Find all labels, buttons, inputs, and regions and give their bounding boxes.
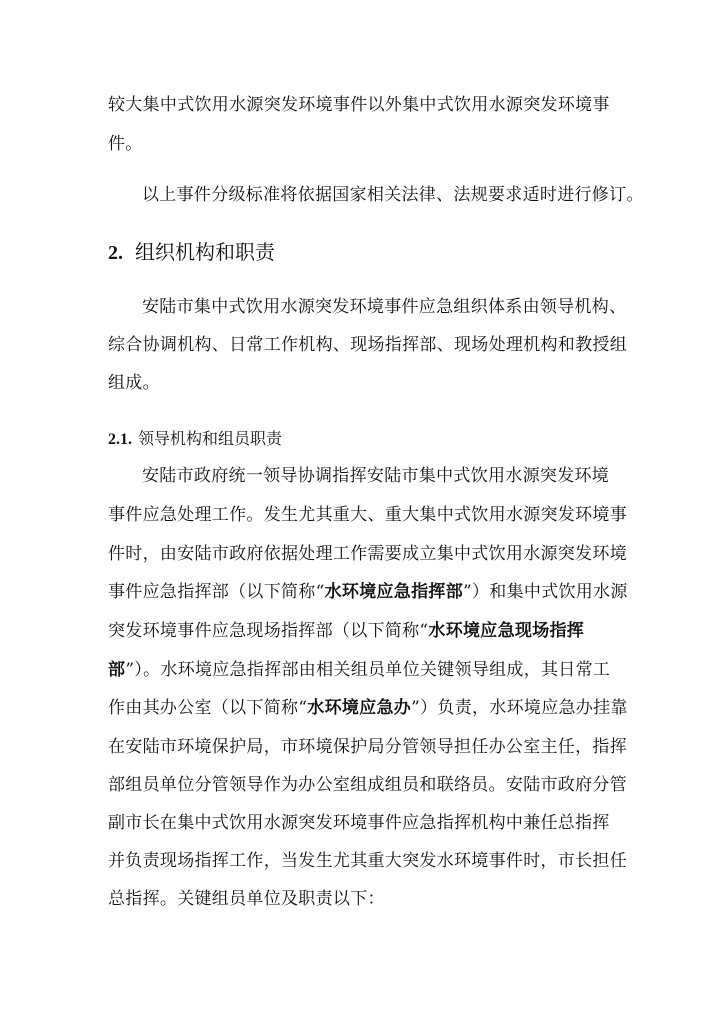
section-2-para-line-2: 综合协调机构、日常工作机构、现场指挥部、现场处理机构和教授组 [108, 335, 627, 355]
section-2-1-line-1: 安陆市政府统一领导协调指挥安陆市集中式饮用水源突发环境 [142, 466, 610, 486]
section-2-para-line-3: 组成。 [108, 373, 160, 393]
section-2-para-line-1: 安陆市集中式饮用水源突发环境事件应急组织体系由领导机构、 [142, 297, 627, 317]
section-2-1-line-8: 在安陆市环境保护局，市环境保护局分管领导担任办公室主任，指挥 [108, 737, 627, 757]
section-2-1-title: 领导机构和组员职责 [138, 429, 283, 448]
section-2-1-line-4 [108, 580, 628, 604]
line-6-part-b: ”）。水环境应急指挥部由相关组员单位关键领导组成，其日常工 [125, 660, 611, 680]
grading-note: 以上事件分级标准将依据国家相关法律、法规要求适时进行修订。 [142, 185, 644, 205]
line-4-part-c: ”）和集中式饮用水源 [463, 582, 628, 602]
line-5-part-a: 突发环境事件应急现场指挥部（以下简称“ [108, 621, 429, 641]
section-2-heading [108, 238, 275, 267]
term-water-env-field-command: 水环境应急现场指挥 [428, 621, 585, 641]
intro-line-1: 较大集中式饮用水源突发环境事件以外集中式饮用水源突发环境事 [108, 95, 610, 115]
section-2-1-line-9: 部组员单位分管领导作为办公室组成组员和联络员。安陆市政府分管 [108, 775, 627, 795]
section-2-1-line-5 [108, 619, 584, 643]
section-2-1-line-7 [108, 696, 628, 720]
term-water-env-command: 水环境应急指挥部 [324, 582, 463, 602]
line-7-part-a: 作由其办公室（以下简称“ [108, 698, 308, 718]
intro-line-2: 件。 [108, 134, 143, 154]
section-2-1-number: 2.1. [108, 431, 132, 448]
section-2-1-heading [108, 427, 282, 452]
line-7-part-c: ”）负责，水环境应急办挂靠 [411, 698, 628, 718]
section-2-title: 组织机构和职责 [135, 240, 275, 264]
section-2-1-line-3: 件时，由安陆市政府依据处理工作需要成立集中式饮用水源突发环境 [108, 544, 627, 564]
section-2-1-line-10: 副市长在集中式饮用水源突发环境事件应急指挥机构中兼任总指挥 [108, 813, 610, 833]
line-4-part-a: 事件应急指挥部（以下简称“ [108, 582, 325, 602]
section-2-1-line-2: 事件应急处理工作。发生尤其重大、重大集中式饮用水源突发环境事 [108, 505, 627, 525]
term-water-env-office: 水环境应急办 [307, 698, 412, 718]
section-2-1-line-12: 总指挥。关键组员单位及职责以下： [108, 889, 385, 909]
section-2-number: 2. [108, 242, 123, 264]
term-field-command-end: 部 [108, 660, 126, 680]
section-2-1-line-6 [108, 658, 610, 682]
section-2-1-line-11: 并负责现场指挥工作，当发生尤其重大突发水环境事件时，市长担任 [108, 851, 627, 871]
